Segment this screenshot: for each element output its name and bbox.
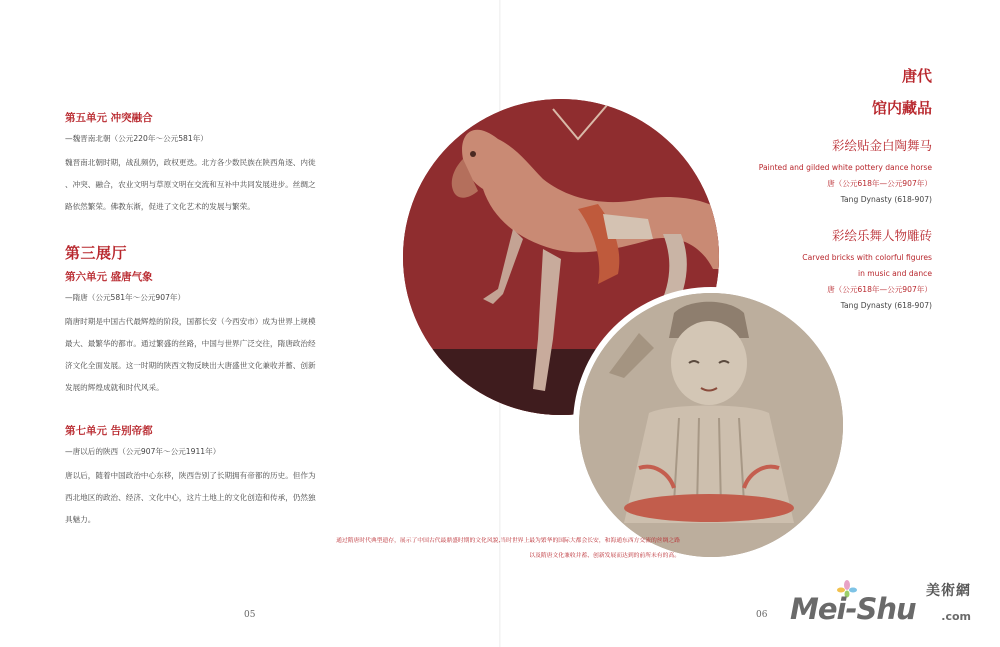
item2-date: 唐（公元618年—公元907年） xyxy=(827,285,932,294)
exhibit-caption xyxy=(180,534,680,564)
unit7-period: —唐以后的陕西（公元907年～公元1911年） xyxy=(65,447,221,456)
caption-line: 以及隋唐文化兼收并蓄、创新发展而达到的前所未有的高。 xyxy=(529,553,680,559)
caption-line: 通过隋唐时代典型遗存，展示了中国古代最鼎盛时期的文化风貌,当时世界上最为繁华的国际大都会长安，和海通东西方交流的丝绸之路 xyxy=(336,538,680,544)
unit7-line: 西北地区的政治、经济、文化中心，这片土地上的文化创造和传承，仍然独 xyxy=(65,493,316,502)
unit7-line: 唐以后，随着中国政治中心东移，陕西告别了长期拥有帝都的历史。但作为 xyxy=(65,471,316,480)
item2-dynasty: Tang Dynasty (618-907) xyxy=(840,301,932,310)
page-number-left: 05 xyxy=(244,610,256,620)
unit6-title: 第六单元 盛唐气象 xyxy=(65,271,153,283)
unit6-line: 隋唐时期是中国古代最辉煌的阶段，国都长安（今西安市）成为世界上规模 xyxy=(65,317,316,326)
item1-dynasty: Tang Dynasty (618-907) xyxy=(840,195,932,204)
unit6-line: 最大、最繁华的都市。通过繁盛的丝路，中国与世界广泛交往，隋唐政治经 xyxy=(65,339,316,348)
unit6-line: 济文化全面发展。这一时期的陕西文物反映出大唐盛世文化兼收并蓄、创新 xyxy=(65,361,316,370)
item2-name-en-line2: in music and dance xyxy=(857,269,932,278)
unit7-title: 第七单元 告别帝都 xyxy=(65,425,153,437)
item1-date: 唐（公元618年—公元907年） xyxy=(827,179,932,188)
watermark-main: Mei-Shu xyxy=(790,592,916,626)
item2-name-en-line1: Carved bricks with colorful figures xyxy=(802,253,932,262)
page-number-right: 06 xyxy=(756,610,768,620)
unit6-period: —隋唐（公元581年～公元907年） xyxy=(65,293,186,302)
unit6-line: 发展的辉煌成就和时代风采。 xyxy=(65,383,164,392)
right-heading-dynasty: 唐代 xyxy=(901,67,932,85)
item2-name-cn: 彩绘乐舞人物雕砖 xyxy=(831,228,932,243)
watermark-domain: .com xyxy=(941,610,971,623)
watermark-cn: 美術網 xyxy=(926,583,971,599)
unit5-line: 路依然繁荣。佛教东渐，促进了文化艺术的发展与繁荣。 xyxy=(65,202,255,211)
unit5-line: 、冲突、融合，农业文明与草原文明在交流和互补中共同发展进步。丝绸之 xyxy=(65,180,316,189)
right-heading-collection: 馆内藏品 xyxy=(871,99,932,117)
carved-brick-photo xyxy=(573,287,849,563)
unit5-period: —魏晋南北朝（公元220年～公元581年） xyxy=(65,134,208,143)
collection-text-block xyxy=(632,60,932,314)
hall3-title: 第三展厅 xyxy=(65,244,128,262)
item1-name-cn: 彩绘贴金白陶舞马 xyxy=(831,138,932,153)
unit5-line: 魏晋南北朝时期，战乱频仍，政权更迭。北方各少数民族在陕西角逐、内徙 xyxy=(65,158,316,167)
item1-name-en: Painted and gilded white pottery dance horse xyxy=(758,163,932,172)
carved-brick-illustration xyxy=(579,293,843,557)
left-text-block xyxy=(65,110,320,531)
unit7-line: 具魅力。 xyxy=(65,515,96,524)
unit5-title: 第五单元 冲突融合 xyxy=(65,112,153,124)
site-watermark xyxy=(790,578,985,628)
